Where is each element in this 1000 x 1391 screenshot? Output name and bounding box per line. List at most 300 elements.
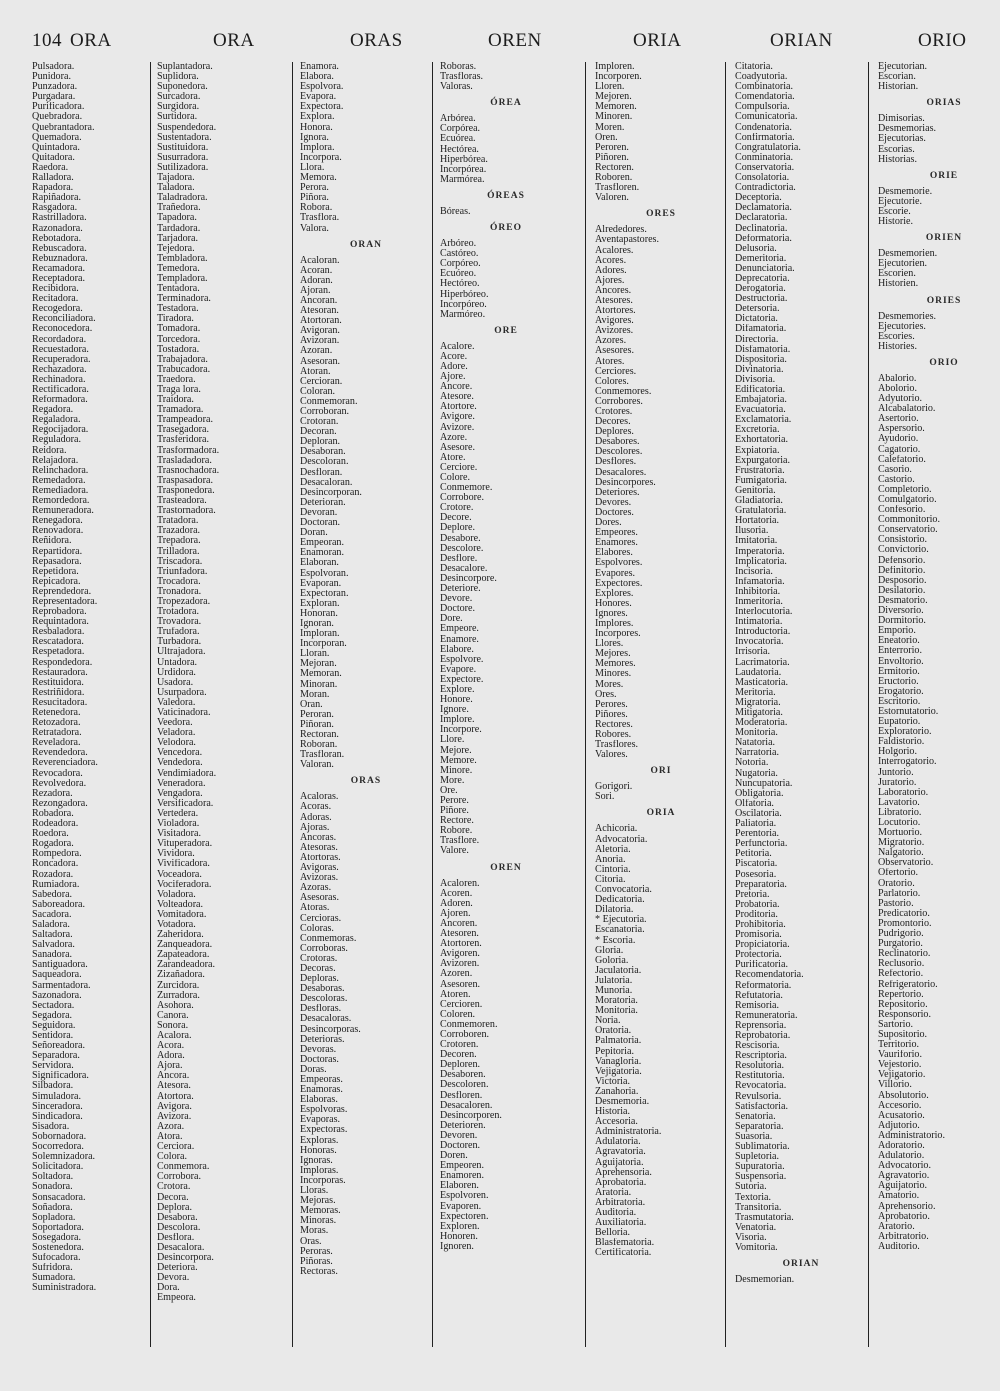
word-entry: Sobornadora. — [32, 1131, 87, 1142]
word-entry: Honoren. — [440, 1231, 478, 1242]
word-entry: Trufadora. — [157, 627, 200, 638]
word-entry: Rescriptoria. — [735, 1051, 787, 1062]
word-entry: Urdidora. — [157, 667, 196, 678]
word-entry: Desabores. — [595, 437, 640, 448]
word-entry: Remedadora. — [32, 475, 86, 486]
word-entry: Observatorio. — [878, 858, 934, 869]
word-entry: Mores. — [595, 679, 624, 690]
word-entry: Elabore. — [440, 644, 474, 655]
word-entry: Devore. — [440, 594, 473, 605]
word-entry: Ajoran. — [300, 285, 331, 296]
word-entry: Atortores. — [595, 306, 636, 317]
word-entry: Zaheridora. — [157, 930, 204, 941]
word-entry: Sufridora. — [32, 1263, 73, 1274]
word-entry: Desacalore. — [440, 563, 488, 574]
word-entry: Trasteadora. — [157, 496, 207, 507]
word-entry: Dedicatoria. — [595, 895, 645, 906]
word-entry: Enamoras. — [300, 1085, 343, 1096]
word-entry: Piñoras. — [300, 1256, 333, 1267]
word-entry: Delusoria. — [735, 243, 777, 254]
word-entry: Dimisorias. — [878, 114, 925, 125]
word-entry: Enamoren. — [440, 1171, 485, 1182]
word-entry: Sopladora. — [32, 1212, 76, 1223]
word-entry: Perores. — [595, 699, 628, 710]
word-entry: Surcadora. — [157, 92, 201, 103]
word-entry: Taladradora. — [157, 193, 208, 204]
word-entry: Avizoras. — [300, 873, 339, 884]
word-entry: Infamatoria. — [735, 576, 785, 587]
word-entry: Conservatorio. — [878, 525, 938, 536]
word-entry: Elaboras. — [300, 1095, 338, 1106]
word-entry: Voceadora. — [157, 869, 202, 880]
word-entry: Expectoren. — [440, 1211, 489, 1222]
section-heading: ORIE — [929, 170, 959, 181]
word-entry: Lacrimatoria. — [735, 657, 790, 668]
word-entry: Acalore. — [440, 341, 475, 352]
word-entry: Ajoren. — [440, 908, 471, 919]
word-entry: Acaloren. — [440, 878, 480, 889]
word-entry: Desincorporan. — [300, 487, 362, 498]
word-entry: Laudatoria. — [735, 667, 782, 678]
word-entry: Exploran. — [300, 598, 340, 609]
word-entry: Castorio. — [878, 474, 915, 485]
word-entry: Memore. — [440, 755, 477, 766]
word-entry: Doren. — [440, 1151, 468, 1162]
word-entry: Desacaloren. — [440, 1100, 493, 1111]
word-entry: Sartorio. — [878, 1019, 914, 1030]
word-entry: Reprensoria. — [735, 1020, 787, 1031]
word-entry: Memoras. — [300, 1206, 341, 1217]
word-entry: Conmemora. — [157, 1162, 210, 1173]
word-entry: Calefatorio. — [878, 454, 926, 465]
word-entry: Punidora. — [32, 72, 71, 83]
word-entry: Desilatorio. — [878, 585, 926, 596]
word-entry: Traidora. — [157, 395, 194, 406]
word-entry: Migratoria. — [735, 697, 781, 708]
word-entry: Faldistorio. — [878, 737, 925, 748]
word-entry: Asesoras. — [300, 893, 339, 904]
word-entry: Deterioren. — [440, 1120, 486, 1131]
word-entry: Refectorio. — [878, 969, 924, 980]
section-heading: ORAN — [350, 239, 382, 250]
word-entry: Servidora. — [32, 1061, 74, 1072]
word-entry: Vivificadora. — [157, 859, 210, 870]
column-divider — [725, 62, 726, 1347]
word-entry: Razonadora. — [32, 223, 83, 234]
word-entry: Evapores. — [595, 568, 636, 579]
word-entry: Corpóreo. — [440, 259, 481, 270]
word-entry: Estornutatorio. — [878, 706, 939, 717]
word-entry: Seguidora. — [32, 1020, 76, 1031]
word-entry: Escritorio. — [878, 696, 921, 707]
word-entry: Historias. — [878, 154, 917, 165]
word-entry: Crotores. — [595, 407, 633, 417]
word-entry: Moren. — [595, 122, 625, 133]
word-entry: Crotora. — [157, 1182, 191, 1193]
word-entry: Ore. — [440, 785, 458, 796]
word-entry: Evacuatoria. — [735, 405, 786, 416]
word-entry: Abalorio. — [878, 373, 917, 384]
word-entry: Devoren. — [440, 1130, 478, 1141]
word-entry: Honora. — [300, 122, 333, 133]
word-entry: Gladiatoria. — [735, 496, 783, 507]
word-entry: Desposorio. — [878, 575, 927, 586]
word-entry: Divisoria. — [735, 374, 776, 385]
word-entry: Auxiliatoria. — [595, 1218, 647, 1229]
word-entry: Suplantadora. — [157, 62, 213, 72]
word-entry: Atoren. — [440, 989, 471, 1000]
word-entry: Probatoria. — [735, 899, 780, 910]
word-entry: Minore. — [440, 765, 473, 776]
word-entry: Azores. — [595, 336, 627, 347]
word-entry: Moran. — [300, 689, 330, 700]
word-entry: Rodeadora. — [32, 819, 79, 830]
word-entry: Refrigeratorio. — [878, 979, 938, 990]
word-entry: Ralladora. — [32, 173, 74, 184]
word-entry: Mejoran. — [300, 659, 337, 670]
word-entry: Inmeritoria. — [735, 596, 783, 607]
word-entry: Nuncupatoria. — [735, 778, 793, 789]
word-entry: Dore. — [440, 614, 463, 625]
word-entry: Triscadora. — [157, 556, 203, 567]
word-entry: Rastrilladora. — [32, 213, 87, 224]
word-entry: Atesoren. — [440, 929, 479, 940]
word-entry: Receptadora. — [32, 273, 85, 284]
word-entry: Sufocadora. — [32, 1253, 81, 1264]
word-entry: Eructorio. — [878, 676, 919, 687]
word-entry: Bóreas. — [440, 206, 471, 217]
word-entry: Lloran. — [300, 649, 330, 660]
word-entry: Atora. — [157, 1131, 183, 1142]
word-entry: Avizora. — [157, 1111, 192, 1122]
word-entry: Rozadora. — [32, 869, 74, 880]
word-entry: Revocadora. — [32, 768, 83, 779]
word-entry: Mejoras. — [300, 1196, 336, 1207]
word-entry: Belloria. — [595, 1228, 631, 1239]
word-entry: * Ejecutoria. — [595, 915, 647, 926]
word-entry: Goloria. — [595, 955, 629, 966]
word-entry: Espolvore. — [440, 654, 484, 665]
word-entry: Asesoren. — [440, 979, 481, 990]
word-entry: Repartidora. — [32, 546, 83, 557]
word-entry: Suspensoria. — [735, 1172, 787, 1183]
word-entry: Diversorio. — [878, 606, 924, 617]
word-entry: Envoltorio. — [878, 656, 924, 667]
word-entry: Rasgadora. — [32, 203, 78, 214]
word-entry: Avizoren. — [440, 959, 480, 970]
word-entry: Reprobatoria. — [735, 1031, 791, 1041]
word-entry: Ancoras. — [300, 832, 337, 843]
word-entry: Deteriores. — [595, 487, 640, 498]
word-entry: Robora. — [300, 203, 333, 214]
word-entry: Restitutoria. — [735, 1071, 785, 1082]
word-entry: Petitoria. — [735, 849, 772, 860]
word-entry: Sustentadora. — [157, 132, 212, 143]
word-entry: Ofertorio. — [878, 868, 919, 879]
word-entry: Hiperbórea. — [440, 154, 488, 165]
word-entry: Quintadora. — [32, 142, 80, 153]
word-entry: Adoratorio. — [878, 1141, 925, 1151]
word-entry: Trasfloren. — [595, 183, 640, 194]
word-entry: Elabora. — [300, 72, 334, 83]
word-entry: Oras. — [300, 1236, 322, 1247]
word-entry: Temedora. — [157, 263, 200, 274]
word-entry: Decoran. — [300, 427, 337, 438]
word-entry: Convictorio. — [878, 545, 929, 556]
word-entry: Mejores. — [595, 649, 631, 660]
word-entry: Atesore. — [440, 392, 474, 403]
column-title: ORAS — [350, 30, 403, 51]
word-entry: Zarandeadora. — [157, 960, 215, 971]
word-entry: Terminadora. — [157, 294, 211, 305]
word-entry: Sostenedora. — [32, 1242, 84, 1253]
word-entry: Regadora. — [32, 405, 74, 416]
word-entry: Supletoria. — [735, 1152, 780, 1163]
word-entry: Declaratoria. — [735, 213, 788, 224]
word-entry: Saqueadora. — [32, 970, 82, 981]
word-entry: Decore. — [440, 513, 472, 524]
section-heading: ÓREA — [490, 98, 522, 109]
word-entry: Tramadora. — [157, 405, 204, 416]
word-entry: Doran. — [300, 528, 328, 539]
word-entry: Volteadora. — [157, 899, 204, 910]
word-entry: Cercioren. — [440, 999, 483, 1010]
word-entry: Avizore. — [440, 422, 475, 433]
word-entry: Decoren. — [440, 1050, 477, 1061]
word-entry: Rapadora. — [32, 183, 74, 194]
word-entry: Oscilatoria. — [735, 808, 782, 819]
word-entry: Honoran. — [300, 608, 338, 619]
word-entry: Vejestorio. — [878, 1060, 922, 1071]
word-entry: Ecuórea. — [440, 134, 476, 145]
word-entry: Usurpadora. — [157, 687, 207, 698]
word-entry: Devores. — [595, 497, 632, 508]
word-entry: Escorie. — [878, 206, 911, 217]
word-entry: Deploran. — [300, 437, 341, 448]
word-entry: Reformatoria. — [735, 980, 792, 991]
word-entry: Juntorio. — [878, 767, 914, 778]
word-entry: Adulatorio. — [878, 1151, 925, 1162]
word-entry: Triunfadora. — [157, 566, 208, 577]
word-entry: Tentadora. — [157, 284, 200, 295]
word-entry: Ignores. — [595, 608, 628, 619]
word-entry: Genitoria. — [735, 485, 776, 496]
word-entry: Ignore. — [440, 705, 469, 716]
word-entry: Rescisoria. — [735, 1041, 780, 1052]
word-entry: Santiguadora. — [32, 960, 88, 971]
word-entry: Sumadora. — [32, 1273, 76, 1284]
word-entry: Trovadora. — [157, 617, 202, 628]
word-entry: Reconocedora. — [32, 324, 93, 335]
word-entry: Historien. — [878, 279, 919, 290]
word-entry: Devoran. — [300, 507, 338, 518]
word-entry: Tronadora. — [157, 586, 202, 597]
word-entry: Noria. — [595, 1016, 621, 1027]
word-entry: Histories. — [878, 341, 917, 352]
word-entry: Combinatoria. — [735, 82, 794, 93]
word-entry: Honores. — [595, 598, 632, 609]
word-entry: Reguladora. — [32, 435, 82, 446]
word-entry: Desmemoria. — [595, 1097, 650, 1107]
word-entry: Llora. — [300, 162, 325, 173]
word-entry: Vertedera. — [157, 808, 199, 819]
word-entry: Pretoria. — [735, 889, 770, 900]
word-entry: Atesores. — [595, 295, 633, 306]
word-entry: Azora. — [157, 1121, 185, 1132]
word-entry: Enamora. — [300, 62, 339, 72]
word-entry: Soñadora. — [32, 1202, 73, 1213]
word-entry: Quebrantadora. — [32, 122, 95, 133]
word-entry: Espolvora. — [300, 82, 344, 93]
word-entry: Vomitadora. — [157, 909, 207, 920]
word-entry: Castóreo. — [440, 249, 479, 260]
word-entry: Reidora. — [32, 445, 67, 456]
column-title: ORIAN — [770, 30, 833, 51]
word-entry: Honore. — [440, 695, 473, 706]
word-entry: Eupatorio. — [878, 717, 921, 728]
word-entry: Revendedora. — [32, 748, 88, 759]
word-entry: Erogatorio. — [878, 686, 924, 697]
word-entry: Traga lora. — [157, 385, 201, 395]
word-entry: Espolvoren. — [440, 1191, 489, 1202]
word-entry: Devora. — [157, 1273, 190, 1284]
word-entry: Relinchadora. — [32, 465, 89, 476]
word-entry: Conmemoran. — [300, 396, 358, 407]
word-entry: Valoran. — [300, 760, 334, 771]
section-heading: ORIO — [929, 357, 959, 368]
word-entry: Acoran. — [300, 265, 333, 276]
word-entry: Alrededores. — [595, 225, 647, 236]
word-entry: Tarjadora. — [157, 233, 199, 244]
word-entry: Disfamatoria. — [735, 344, 791, 355]
word-entry: Tejedora. — [157, 243, 195, 254]
word-entry: Coloran. — [300, 386, 336, 397]
word-entry: Trañedora. — [157, 203, 201, 214]
word-entry: Ajoras. — [300, 822, 330, 833]
word-entry: Invocatoria. — [735, 637, 784, 648]
word-entry: Accesoria. — [595, 1117, 638, 1128]
word-entry: Coloren. — [440, 1009, 476, 1020]
word-entry: Lloras. — [300, 1186, 329, 1197]
word-entry: Pulsadora. — [32, 62, 75, 72]
word-entry: Roboras. — [440, 62, 477, 72]
word-entry: Recitadora. — [32, 294, 79, 305]
word-entry: Reverenciadora. — [32, 758, 98, 769]
word-entry: Piñoren. — [595, 152, 629, 163]
word-entry: Olfatoria. — [735, 798, 774, 809]
word-entry: Desacaloran. — [300, 477, 353, 488]
word-entry: Acore. — [440, 351, 468, 362]
word-entry: Memoran. — [300, 669, 342, 680]
column-divider — [292, 62, 293, 1347]
word-entry: Rescatadora. — [32, 637, 84, 648]
word-entry: Zanahoria. — [595, 1086, 639, 1097]
word-entry: Anoria. — [595, 854, 626, 865]
column-title: ORIO — [918, 30, 967, 51]
word-entry: Recordadora. — [32, 334, 87, 345]
word-entry: Acaloras. — [300, 792, 339, 803]
word-entry: Convocatoria. — [595, 885, 652, 896]
word-entry: Territorio. — [878, 1040, 920, 1051]
word-entry: Rectificadora. — [32, 385, 89, 395]
word-entry: Sisadora. — [32, 1121, 70, 1132]
word-entry: Visoria. — [735, 1232, 767, 1243]
word-entry: Votadora. — [157, 919, 196, 930]
word-entry: Atoran. — [300, 366, 331, 377]
word-entry: Monitoria. — [735, 728, 778, 739]
word-entry: Vaticinadora. — [157, 708, 211, 718]
word-entry: Empeora. — [157, 1293, 196, 1304]
word-entry: Rechazadora. — [32, 364, 87, 375]
word-entry: Consolatoria. — [735, 173, 790, 184]
word-entry: Paliatoria. — [735, 819, 777, 830]
word-entry: Dilatoria. — [595, 905, 634, 916]
word-entry: Saltadora. — [32, 930, 73, 941]
word-entry: Aratoria. — [595, 1187, 632, 1198]
word-entry: Cagatorio. — [878, 444, 921, 455]
word-entry: Cerciore. — [440, 462, 478, 473]
word-entry: Sinceradora. — [32, 1101, 83, 1112]
word-entry: Violadora. — [157, 819, 200, 830]
word-entry: Incisoria. — [735, 566, 773, 577]
word-entry: Oren. — [595, 132, 618, 143]
word-entry: Pastorio. — [878, 898, 914, 909]
word-entry: Trasmutatoria. — [735, 1212, 794, 1223]
word-entry: Recamadora. — [32, 263, 85, 274]
column-title: ORA — [213, 30, 255, 51]
word-entry: Ajores. — [595, 275, 625, 286]
word-entry: Evaporas. — [300, 1115, 341, 1126]
word-entry: Suasoria. — [735, 1131, 773, 1142]
word-entry: Victoria. — [595, 1076, 630, 1087]
word-entry: Quemadora. — [32, 132, 82, 143]
word-entry: Descoloras. — [300, 994, 348, 1005]
word-entry: Sosegadora. — [32, 1232, 82, 1243]
word-entry: Rompedora. — [32, 849, 82, 860]
word-entry: Tajadora. — [157, 173, 195, 184]
word-entry: Acalora. — [157, 1031, 192, 1041]
word-entry: Solemnizadora. — [32, 1152, 96, 1163]
word-entry: Villorio. — [878, 1080, 912, 1091]
word-entry: Gloria. — [595, 945, 624, 956]
word-entry: Robore. — [440, 826, 473, 837]
word-entry: Incorpores. — [595, 629, 641, 640]
word-entry: Robadora. — [32, 808, 74, 819]
word-entry: Atortore. — [440, 402, 477, 413]
word-entry: Preparatoria. — [735, 879, 787, 890]
word-entry: Sabedora. — [32, 889, 73, 900]
word-entry: Soportadora. — [32, 1222, 84, 1233]
word-entry: Condenatoria. — [735, 122, 792, 133]
word-entry: Historian. — [878, 82, 919, 93]
word-entry: Repositorio. — [878, 999, 928, 1010]
word-entry: Promisoria. — [735, 930, 782, 941]
word-entry: Incorpore. — [440, 725, 482, 736]
word-entry: Detersoria. — [735, 304, 780, 315]
word-entry: Descoloren. — [440, 1080, 489, 1091]
word-entry: Corroboran. — [300, 407, 350, 417]
word-entry: Relajadora. — [32, 455, 79, 466]
word-entry: Desmemorias. — [878, 124, 937, 135]
word-column — [157, 62, 289, 1304]
word-entry: Inhibitoria. — [735, 586, 781, 597]
word-entry: Valore. — [440, 846, 469, 857]
word-entry: Arbóreo. — [440, 239, 477, 250]
word-entry: Desmemorian. — [735, 1275, 795, 1286]
word-entry: Mitigatoria. — [735, 708, 783, 718]
word-entry: Aletoria. — [595, 844, 631, 855]
word-entry: Asesores. — [595, 346, 634, 357]
